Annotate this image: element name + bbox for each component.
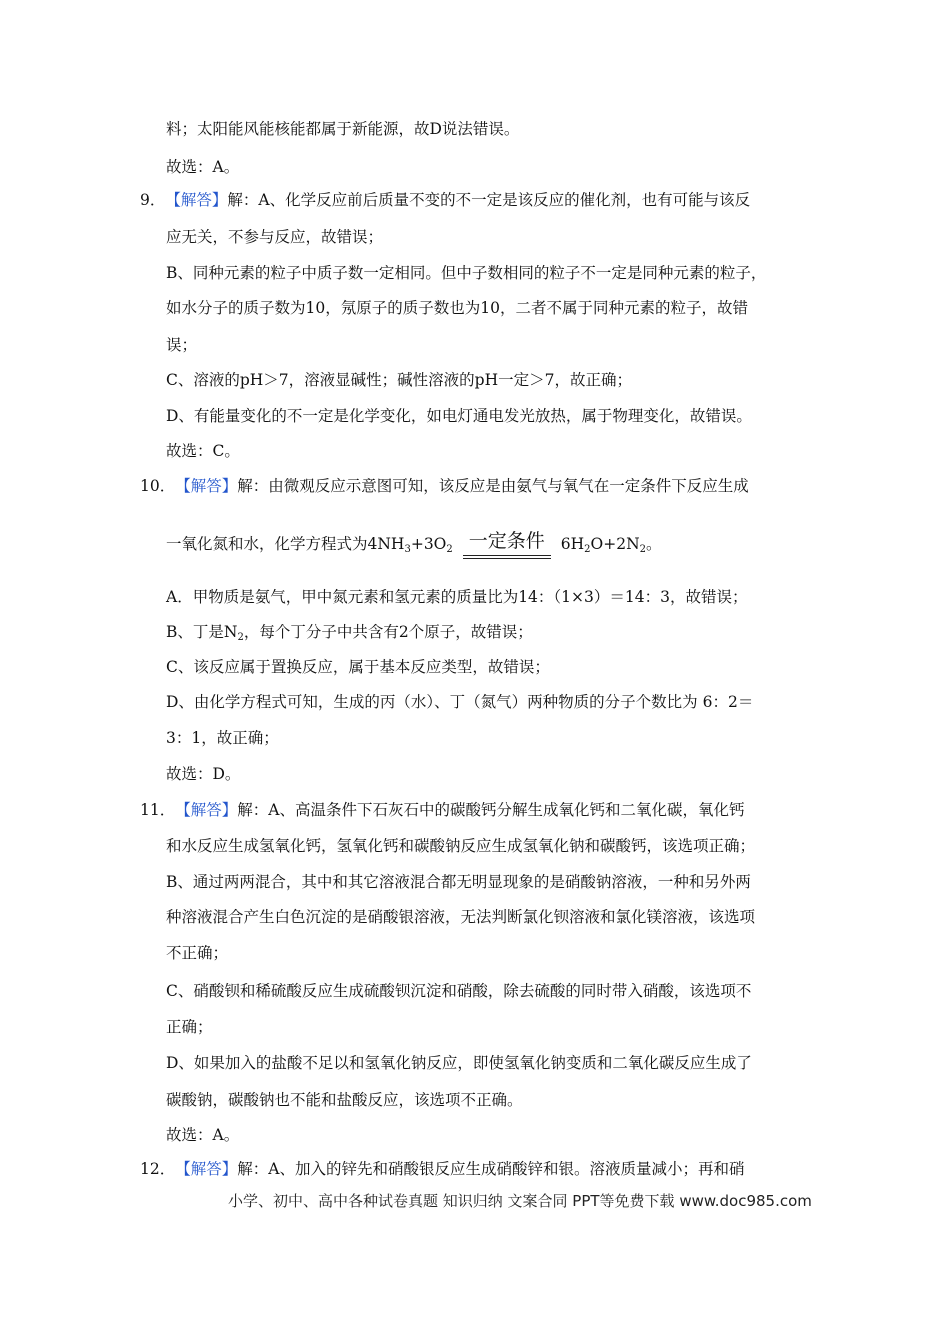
text-line: 故选：A。 <box>166 158 240 176</box>
answer-tag: 【解答】 <box>175 1160 238 1178</box>
text-line: 碳酸钠，碳酸钠也不能和盐酸反应，该选项不正确。 <box>166 1091 523 1109</box>
text-span: 6H <box>560 535 585 553</box>
text-line: B、通过两两混合，其中和其它溶液混合都无明显现象的是硝酸钠溶液，一种和另外两 <box>166 873 751 891</box>
text-line: 故选：C。 <box>166 442 240 460</box>
question-10-header <box>140 475 749 497</box>
text-line: D、有能量变化的不一定是化学变化，如电灯通电发光放热，属于物理变化，故错误。 <box>166 407 752 425</box>
text-span: 解：A、加入的锌先和硝酸银反应生成硝酸锌和银。溶液质量减小；再和硝 <box>237 1160 745 1178</box>
text-line <box>166 621 533 643</box>
question-12-header <box>140 1158 744 1180</box>
text-span: 解：A、化学反应前后质量不变的不一定是该反应的催化剂，也有可能与该反 <box>227 191 751 209</box>
chemical-equation-line <box>166 530 662 555</box>
text-line: 和水反应生成氢氧化钙，氢氧化钙和碳酸钠反应生成氢氧化钠和碳酸钙，该选项正确； <box>166 837 756 855</box>
subscript: 2 <box>237 632 244 643</box>
text-line: 如水分子的质子数为10，氖原子的质子数也为10，二者不属于同种元素的粒子，故错 <box>166 299 748 317</box>
text-line: 正确； <box>166 1018 213 1036</box>
text-span: O+2N <box>590 535 640 553</box>
text-line: 3：1，故正确； <box>166 729 279 747</box>
text-span: 解：由微观反应示意图可知，该反应是由氨气与氧气在一定条件下反应生成 <box>237 477 749 495</box>
text-line: D、如果加入的盐酸不足以和氢氧化钠反应，即使氢氧化钠变质和二氧化碳反应生成了 <box>166 1054 752 1072</box>
text-line: A．甲物质是氨气，甲中氮元素和氢元素的质量比为14：（1×3）＝14：3，故错误； <box>166 588 748 606</box>
text-span: 一氧化氮和水，化学方程式为4NH <box>166 535 405 553</box>
text-line: 不正确； <box>166 944 229 962</box>
subscript: 2 <box>639 544 647 555</box>
text-span: +3O <box>410 535 447 553</box>
text-span: 。 <box>646 535 662 553</box>
text-line: 故选：D。 <box>166 765 241 783</box>
answer-tag: 【解答】 <box>175 801 238 819</box>
question-number: 10． <box>140 477 176 495</box>
answer-tag: 【解答】 <box>165 191 228 209</box>
question-number: 9． <box>140 191 166 209</box>
text-line: 误； <box>166 336 198 354</box>
subscript: 3 <box>404 544 411 555</box>
answer-tag: 【解答】 <box>175 477 238 495</box>
text-span: ，每个丁分子中共含有2个原子，故错误； <box>243 623 533 641</box>
question-number: 11． <box>140 801 176 819</box>
text-line: C、该反应属于置换反应，属于基本反应类型，故错误； <box>166 658 550 676</box>
text-line: C、硝酸钡和稀硫酸反应生成硫酸钡沉淀和硝酸，除去硫酸的同时带入硝酸，该选项不 <box>166 982 752 1000</box>
text-line: C、溶液的pH＞7，溶液显碱性；碱性溶液的pH一定＞7，故正确； <box>166 371 632 389</box>
text-line: B、同种元素的粒子中质子数一定相同。但中子数相同的粒子不一定是同种元素的粒子， <box>166 264 767 282</box>
page-footer: 小学、初中、高中各种试卷真题 知识归纳 文案合同 PPT等免费下载 www.doc985.com <box>228 1192 812 1210</box>
text-span: 解：A、高温条件下石灰石中的碳酸钙分解生成氧化钙和二氧化碳，氧化钙 <box>237 801 745 819</box>
question-number: 12． <box>140 1160 176 1178</box>
text-line: D、由化学方程式可知，生成的丙（水）、丁（氮气）两种物质的分子个数比为 6：2＝ <box>166 693 754 711</box>
question-9-header <box>140 189 750 211</box>
subscript: 2 <box>584 544 591 555</box>
reaction-condition: 一定条件 <box>463 530 551 554</box>
text-line: 故选：A。 <box>166 1126 240 1144</box>
text-line: 种溶液混合产生白色沉淀的是硝酸银溶液，无法判断氯化钡溶液和氯化镁溶液，该选项 <box>166 908 756 926</box>
text-line: 应无关，不参与反应，故错误； <box>166 228 384 246</box>
text-line: 料；太阳能风能核能都属于新能源，故D说法错误。 <box>166 120 520 138</box>
subscript: 2 <box>446 544 453 555</box>
question-11-header <box>140 799 744 821</box>
text-span: B、丁是N <box>166 623 238 641</box>
